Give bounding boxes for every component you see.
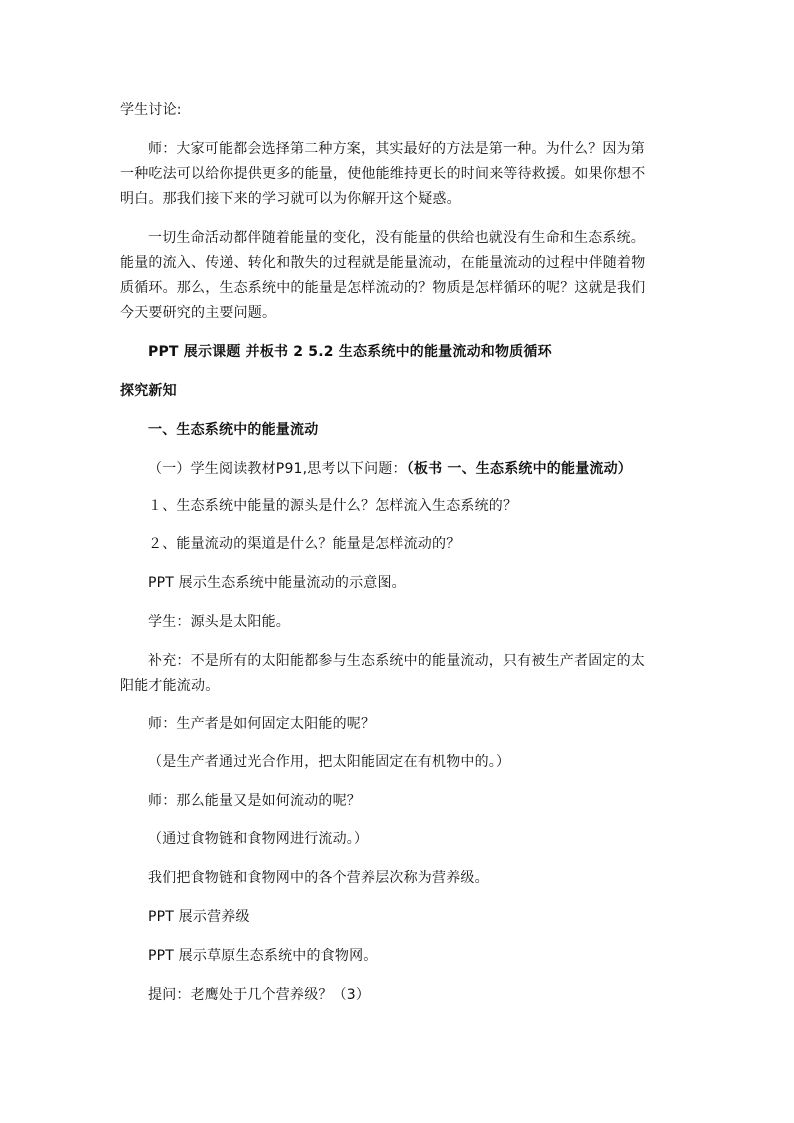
paragraph-line: 我们把食物链和食物网中的各个营养层次称为营养级。 (148, 870, 489, 886)
board-note: （板书 一、生态系统中的能量流动） (406, 461, 632, 477)
question-item: １、生态系统中能量的源头是什么？怎样流入生态系统的？ (148, 498, 518, 514)
question-item: ２、能量流动的渠道是什么？能量是怎样流动的？ (148, 536, 461, 552)
paragraph-line: 质循环。那么，生态系统中的能量是怎样流动的？物质是怎样循环的呢？这就是我们 (120, 280, 646, 296)
paragraph-line: 补充：不是所有的太阳能都参与生态系统中的能量流动，只有被生产者固定的太 (148, 653, 645, 669)
paragraph-line: 学生：源头是太阳能。 (148, 614, 290, 630)
paragraph-line: （通过食物链和食物网进行流动。） (148, 831, 369, 847)
paragraph-line: 今天要研究的主要问题。 (120, 305, 277, 321)
paragraph-line: 明白。那我们接下来的学习就可以为你解开这个疑惑。 (120, 191, 461, 207)
paragraph-line: 一种吃法可以给你提供更多的能量，使他能维持更长的时间来等待救援。如果你想不 (120, 166, 646, 182)
paragraph-line: 师：那么能量又是如何流动的呢？ (148, 793, 361, 809)
paragraph-line: PPT 展示生态系统中能量流动的示意图。 (148, 575, 406, 591)
reading-task-text: （一）学生阅读教材P91,思考以下问题： (148, 461, 407, 477)
student-discussion-label: 学生讨论: (120, 102, 182, 118)
paragraph-line: （是生产者通过光合作用，把太阳能固定在有机物中的。） (148, 754, 511, 770)
paragraph-line: 师：大家可能都会选择第二种方案，其实最好的方法是第一种。为什么？因为第 (148, 141, 645, 157)
paragraph-line: 提问：老鹰处于几个营养级？（3） (148, 987, 371, 1003)
subsection-heading: 一、生态系统中的能量流动 (148, 422, 319, 438)
section-heading: 探究新知 (120, 383, 177, 399)
paragraph-line: 一切生命活动都伴随着能量的变化，没有能量的供给也就没有生命和生态系统。 (148, 230, 645, 246)
paragraph-line: 阳能才能流动。 (120, 678, 220, 694)
paragraph-line: PPT 展示草原生态系统中的食物网。 (148, 948, 378, 964)
paragraph-line: PPT 展示营养级 (148, 909, 250, 925)
reading-task (148, 457, 632, 481)
paragraph-line: 师：生产者是如何固定太阳能的呢？ (148, 716, 376, 732)
lesson-title: PPT 展示课题 并板书 2 5.2 生态系统中的能量流动和物质循环 (148, 344, 552, 360)
paragraph-line: 能量的流入、传递、转化和散失的过程就是能量流动，在能量流动的过程中伴随着物 (120, 255, 646, 271)
